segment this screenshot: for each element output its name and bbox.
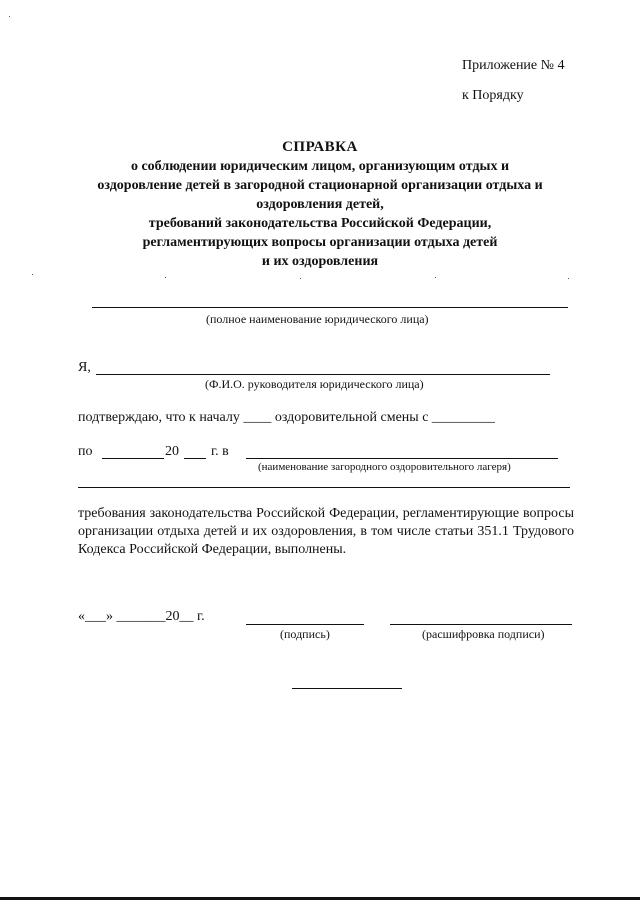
requirements-paragraph: требования законодательства Российской Федерации, регламентирующие вопросы организации отдыха детей и их оздоровления, в том числе статьи 351.1 Трудового Кодекса Российской Федерации, выполнены. (78, 506, 574, 557)
head-name-line[interactable] (96, 374, 550, 375)
signature-caption: (подпись) (280, 627, 330, 641)
camp-name-line[interactable] (246, 458, 558, 459)
title-line-4: требований законодательства Российской Федерации, (148, 216, 492, 231)
po-label: по (78, 444, 93, 459)
appendix-reference: к Порядку (462, 88, 524, 103)
signature-decode-line[interactable] (390, 624, 572, 625)
head-name-caption: (Ф.И.О. руководителя юридического лица) (205, 377, 424, 391)
scan-speck (568, 278, 569, 279)
title-line-3: оздоровления детей, (256, 197, 384, 212)
org-name-line[interactable] (92, 307, 568, 308)
title-line-1: о соблюдении юридическим лицом, организующим отдых и (130, 159, 510, 174)
scan-speck (32, 274, 33, 275)
i-label: Я, (78, 360, 91, 375)
camp-name-line-2[interactable] (78, 487, 570, 488)
date-day-line[interactable] (102, 458, 164, 459)
closing-rule (292, 688, 402, 689)
scan-speck (435, 277, 436, 278)
appendix-number: Приложение № 4 (462, 58, 565, 73)
org-name-caption: (полное наименование юридического лица) (206, 312, 429, 326)
title-line-5: регламентирующих вопросы организации отдыха детей (142, 235, 498, 250)
title-line-6: и их оздоровления (261, 254, 379, 269)
scan-speck (9, 16, 10, 17)
signature-line[interactable] (246, 624, 364, 625)
confirm-text: подтверждаю, что к началу ____ оздоровительной смены с _________ (78, 410, 495, 425)
signature-date: «___» _______20__ г. (78, 609, 205, 624)
year-suffix-line[interactable] (184, 458, 206, 459)
document-heading: СПРАВКА (282, 139, 358, 155)
signature-decode-caption: (расшифровка подписи) (422, 627, 545, 641)
title-line-2: оздоровление детей в загородной стационарной организации отдыха и (97, 178, 543, 193)
camp-name-caption: (наименование загородного оздоровительного лагеря) (258, 461, 511, 473)
document-title-block (60, 138, 580, 271)
page-bottom-border (0, 897, 640, 900)
scan-speck (165, 277, 166, 278)
g-v-label: г. в (211, 444, 229, 459)
scan-speck (300, 278, 301, 279)
year-prefix: 20 (165, 444, 179, 459)
